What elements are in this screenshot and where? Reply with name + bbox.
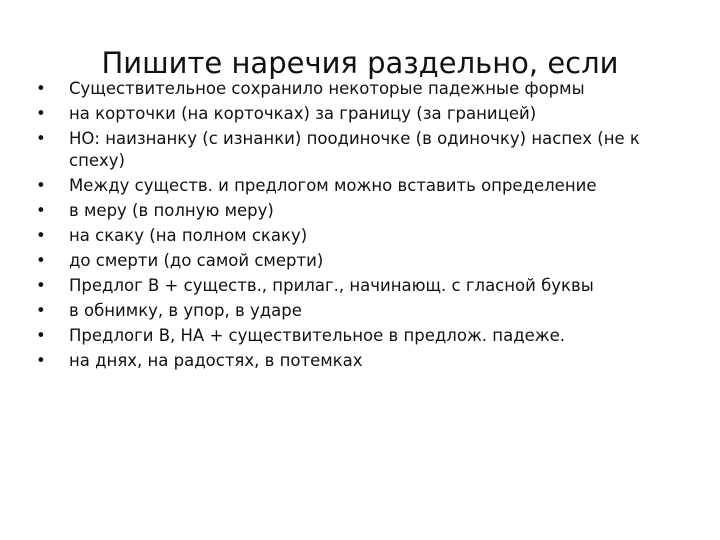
bullet-icon: • — [36, 276, 46, 295]
slide-title: Пишите наречия раздельно, если — [101, 46, 619, 81]
bullet-item — [36, 200, 696, 222]
bullet-text: в меру (в полную меру) — [69, 201, 274, 220]
bullet-icon: • — [36, 301, 46, 320]
bullet-item — [36, 78, 696, 100]
bullet-text: Предлог В + существ., прилаг., начинающ. с гласной буквы — [69, 276, 594, 295]
bullet-text: на скаку (на полном скаку) — [69, 226, 308, 245]
bullet-text: на корточки (на корточках) за границу (за границей) — [69, 104, 537, 123]
bullet-text: до смерти (до самой смерти) — [69, 251, 324, 270]
bullet-text: на днях, на радостях, в потемках — [69, 351, 363, 370]
bullet-item — [36, 128, 696, 172]
bullet-item — [36, 225, 696, 247]
bullet-text: Между существ. и предлогом можно вставить определение — [69, 176, 597, 195]
bullet-icon: • — [36, 79, 46, 98]
bullet-text: Предлоги В, НА + существительное в предлож. падеже. — [69, 326, 566, 345]
bullet-icon: • — [36, 226, 46, 245]
bullet-item — [36, 350, 696, 372]
bullet-item — [36, 175, 696, 197]
bullet-text: в обнимку, в упор, в ударе — [69, 301, 302, 320]
bullet-list — [36, 78, 696, 375]
bullet-icon: • — [36, 251, 46, 270]
bullet-item — [36, 300, 696, 322]
bullet-icon: • — [36, 326, 46, 345]
bullet-item — [36, 325, 696, 347]
bullet-item — [36, 275, 696, 297]
bullet-icon: • — [36, 176, 46, 195]
bullet-icon: • — [36, 104, 46, 123]
bullet-icon: • — [36, 129, 46, 148]
bullet-item — [36, 103, 696, 125]
bullet-icon: • — [36, 351, 46, 370]
bullet-text: НО: наизнанку (с изнанки) поодиночке (в одиночку) наспех (не к спеху) — [69, 129, 640, 170]
bullet-item — [36, 250, 696, 272]
bullet-icon: • — [36, 201, 46, 220]
bullet-text: Существительное сохранило некоторые падежные формы — [69, 79, 585, 98]
